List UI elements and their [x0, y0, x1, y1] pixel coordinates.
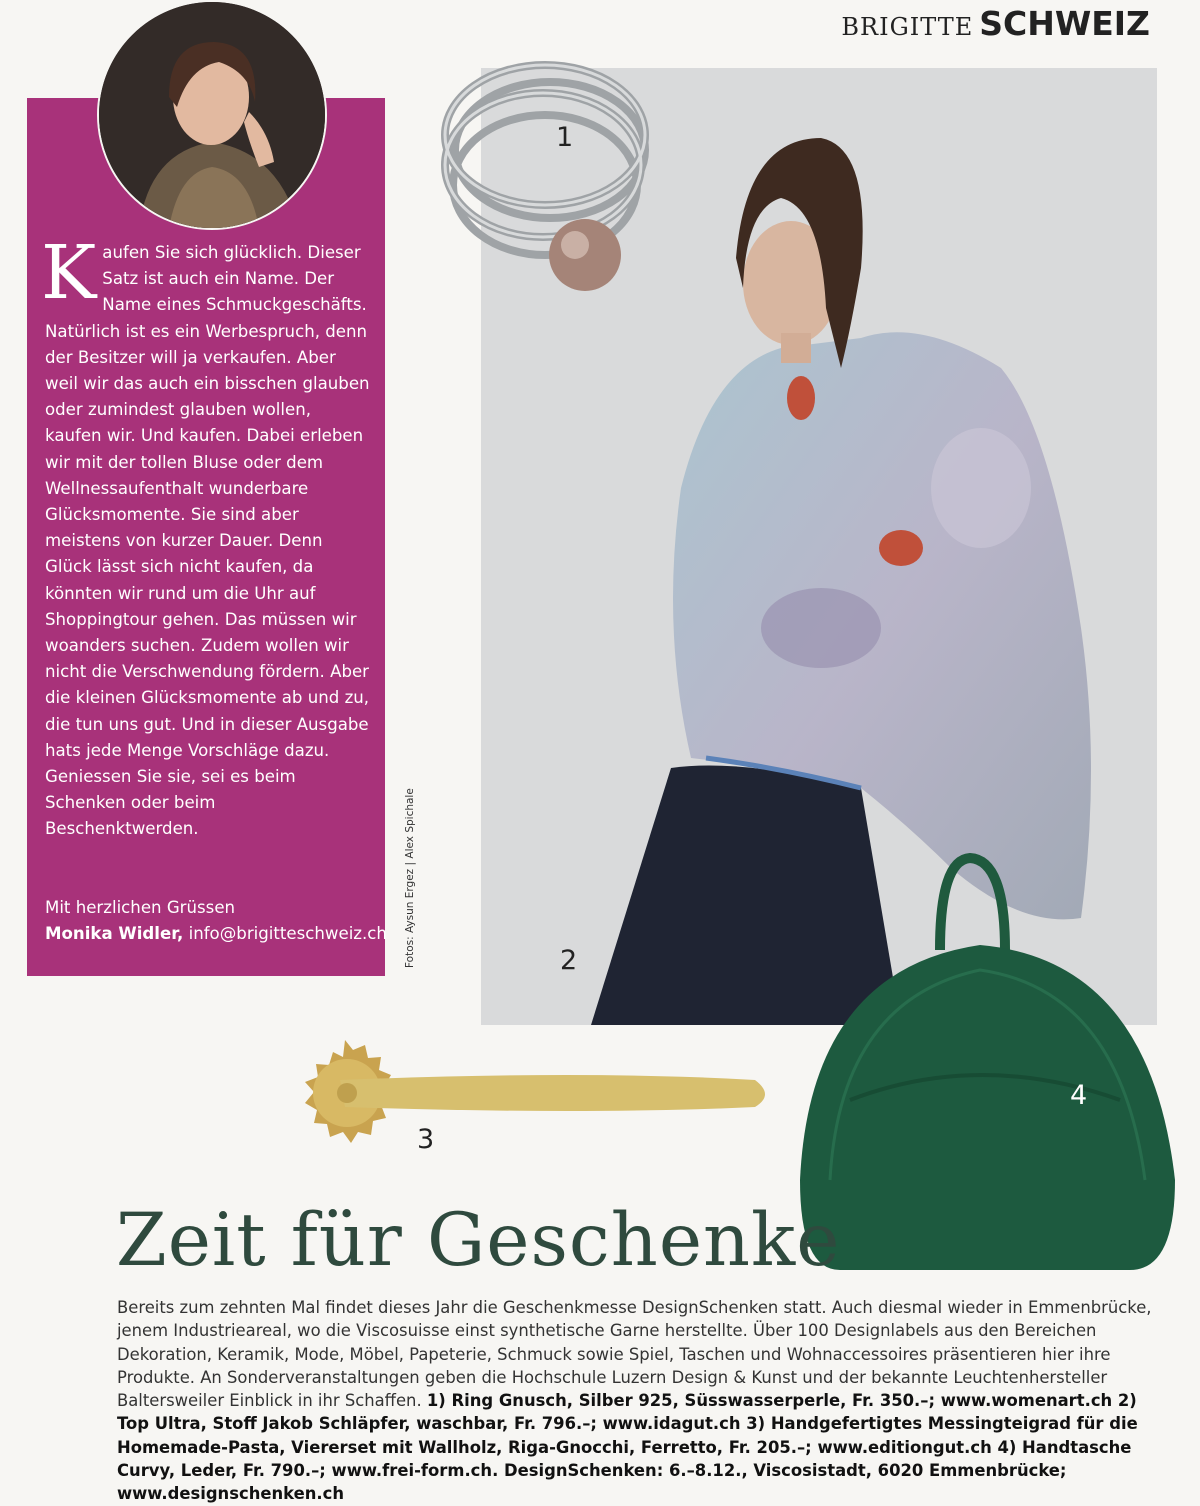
article-body: [117, 1296, 1157, 1506]
item-number-1: 1: [556, 122, 574, 153]
editorial-signoff: [45, 895, 387, 947]
greeting: Mit herzlichen Grüssen: [45, 898, 236, 917]
ring-image: [425, 25, 665, 295]
page-headline: Zeit für Geschenke: [116, 1198, 841, 1283]
item-number-2: 2: [560, 945, 578, 976]
masthead-brand: BRIGITTE: [841, 13, 974, 41]
editorial-paragraph: aufen Sie sich glücklich. Dieser Satz ist auch ein Name. Der Name eines Schmuckgeschäfts. Natürlich ist es ein Werbespruch, denn der Besitzer will ja verkaufen. Aber weil wir das auch ein bisschen glauben oder zumindest glauben wollen, kaufen wir. Und kaufen. Dabei erleben wir mit der tollen Bluse oder dem Wellnessaufenthalt wunderbare Glücksmomente. Sie sind aber meistens von kurzer Dauer. Denn Glück lässt sich nicht kaufen, da könnten wir rund um die Uhr auf Shoppingtour gehen. Das müssen wir woanders suchen. Zudem wollen wir nicht die Verschwendung fördern. Aber die kleinen Glücksmomente ab und zu, die tun uns gut. Und in dieser Ausgabe hats jede Menge Vorschläge dazu. Geniessen Sie sie, sei es beim Schenken oder beim Beschenktwerden.: [45, 243, 370, 839]
masthead: [841, 4, 1150, 43]
author-name: Monika Widler,: [45, 924, 184, 943]
article-product-details: 1) Ring Gnusch, Silber 925, Süsswasserperle, Fr. 350.–; www.womenart.ch 2) Top Ultra, Stoff Jakob Schläpfer, waschbar, Fr. 796.–; www.idagut.ch 3) Handgefertigtes Messingteigrad für die Homemade-Pasta, Viererset mit Wallholz, Riga-Gnocchi, Ferretto, Fr. 205.–; www.editiongut.ch 4) Handtasche Curvy, Leder, Fr. 790.–; www.frei-form.ch. DesignSchenken: 6.–8.12., Viscosistadt, 6020 Emmenbrücke; www.designschenken.ch: [117, 1391, 1138, 1504]
article-intro: Bereits zum zehnten Mal findet dieses Jahr die Geschenkmesse DesignSchenken statt. Auch diesmal wieder in Emmenbrücke, jenem Industrieareal, wo die Viscosuisse einst synthetische Garne herstellte. Über 100 Designlabels aus den Bereichen Dekoration, Keramik, Mode, Möbel, Papeterie, Schmuck sowie Spiel, Taschen und Wohnaccessoires präsentieren hier ihre Produkte. An Sonderveranstaltungen geben die Hochschule Luzern Design & Kunst und der bekannte Leuchtenhersteller Baltersweiler Einblick in ihr Schaffen.: [117, 1298, 1152, 1411]
item-number-4: 4: [1070, 1080, 1088, 1111]
drop-cap: K: [41, 230, 97, 316]
handbag-image: [790, 850, 1190, 1280]
photo-credit: Fotos: Aysun Ergez | Alex Spichale: [404, 788, 416, 968]
item-number-3: 3: [417, 1124, 435, 1155]
author-portrait: [97, 0, 327, 230]
author-email[interactable]: info@brigitteschweiz.ch: [188, 924, 387, 943]
editorial-text: [41, 230, 371, 843]
pasta-cutter-image: [285, 1035, 775, 1160]
masthead-edition: SCHWEIZ: [979, 4, 1150, 43]
